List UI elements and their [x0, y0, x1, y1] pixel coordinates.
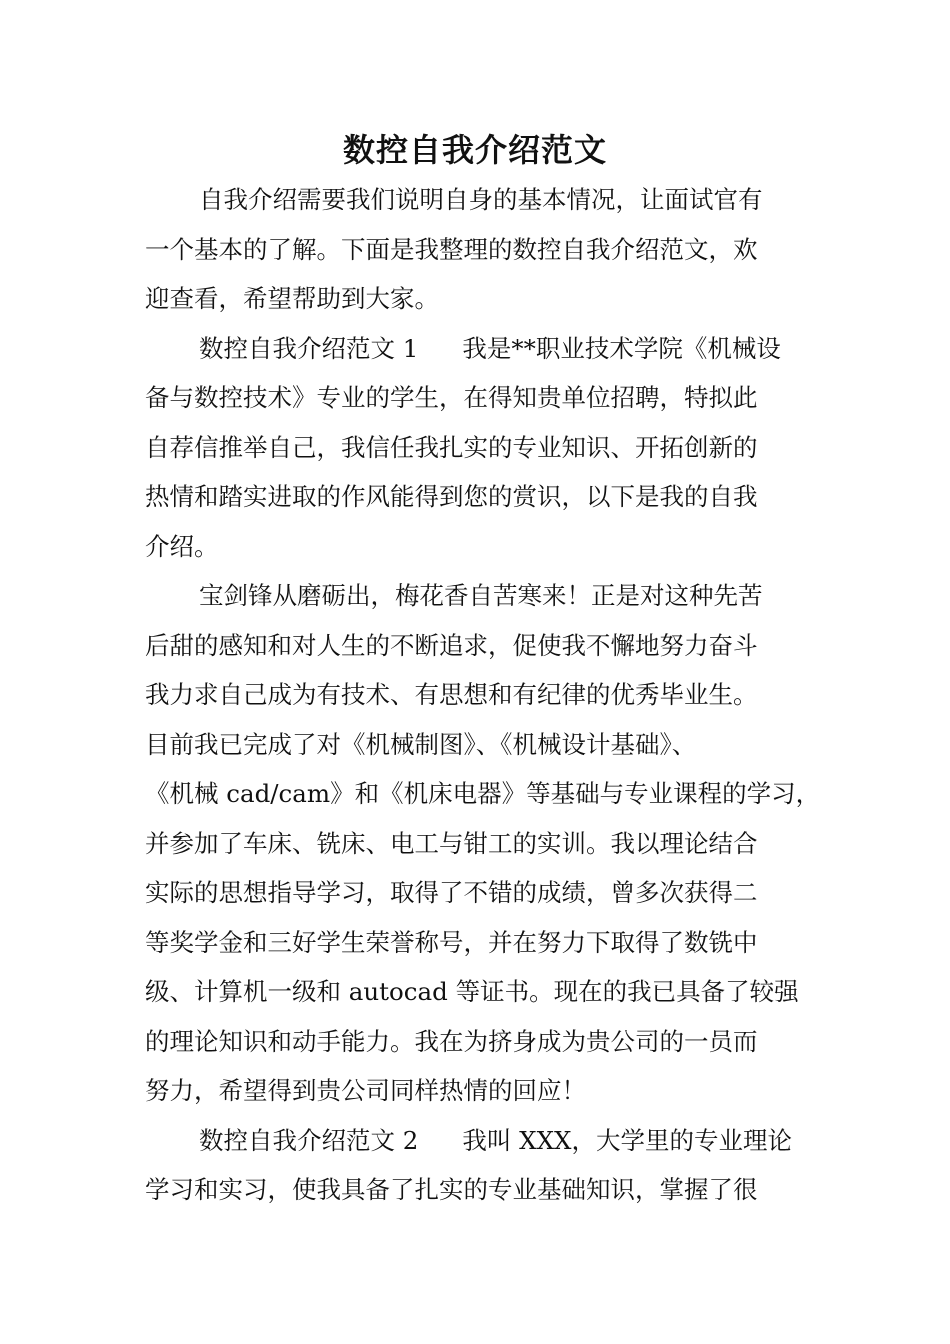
text-line: 我力求自己成为有技术、有思想和有纪律的优秀毕业生。	[145, 680, 758, 709]
text-line: 介绍。	[145, 531, 219, 561]
text-line: 学习和实习，使我具备了扎实的专业基础知识，掌握了很	[145, 1175, 758, 1204]
document-title: 数控自我介绍范文	[342, 131, 607, 169]
text-line: 努力，希望得到贵公司同样热情的回应！	[145, 1076, 586, 1105]
text-line: 自荐信推举自己，我信任我扎实的专业知识、开拓创新的	[145, 432, 758, 462]
text-line: 一个基本的了解。下面是我整理的数控自我介绍范文，欢	[145, 234, 758, 264]
text-line: 自我介绍需要我们说明自身的基本情况，让面试官有	[199, 185, 763, 214]
text-line: 备与数控技术》专业的学生，在得知贵单位招聘，特拟此	[145, 383, 758, 412]
text-line	[145, 1116, 815, 1166]
text-segment: 我是**职业技术学院《机械设	[462, 333, 781, 363]
text-line: 实际的思想指导学习，取得了不错的成绩，曾多次获得二	[145, 878, 758, 907]
text-line: 级、计算机一级和 autocad 等证书。现在的我已具备了较强	[145, 977, 799, 1006]
text-line: 热情和踏实进取的作风能得到您的赏识，以下是我的自我	[145, 482, 758, 511]
text-line: 的理论知识和动手能力。我在为挤身成为贵公司的一员而	[145, 1026, 758, 1056]
text-line: 并参加了车床、铣床、电工与钳工的实训。我以理论结合	[145, 828, 758, 858]
section-heading: 数控自我介绍范文 2	[199, 1125, 419, 1155]
text-line: 后甜的感知和对人生的不断追求，促使我不懈地努力奋斗	[145, 630, 758, 660]
text-line: 宝剑锋从磨砺出，梅花香自苦寒来！正是对这种先苦	[199, 581, 763, 610]
text-line: 目前我已完成了对《机械制图》、《机械设计基础》、	[145, 729, 697, 759]
document-body	[145, 175, 821, 1215]
text-line: 迎查看，希望帮助到大家。	[145, 284, 439, 313]
text-line: 《机械 cad/cam》和《机床电器》等基础与专业课程的学习，	[145, 779, 821, 808]
text-line	[145, 324, 815, 374]
text-line: 等奖学金和三好学生荣誉称号，并在努力下取得了数铣中	[145, 927, 758, 957]
section-heading: 数控自我介绍范文 1	[199, 333, 419, 363]
text-segment: 我叫 XXX，大学里的专业理论	[462, 1125, 792, 1155]
